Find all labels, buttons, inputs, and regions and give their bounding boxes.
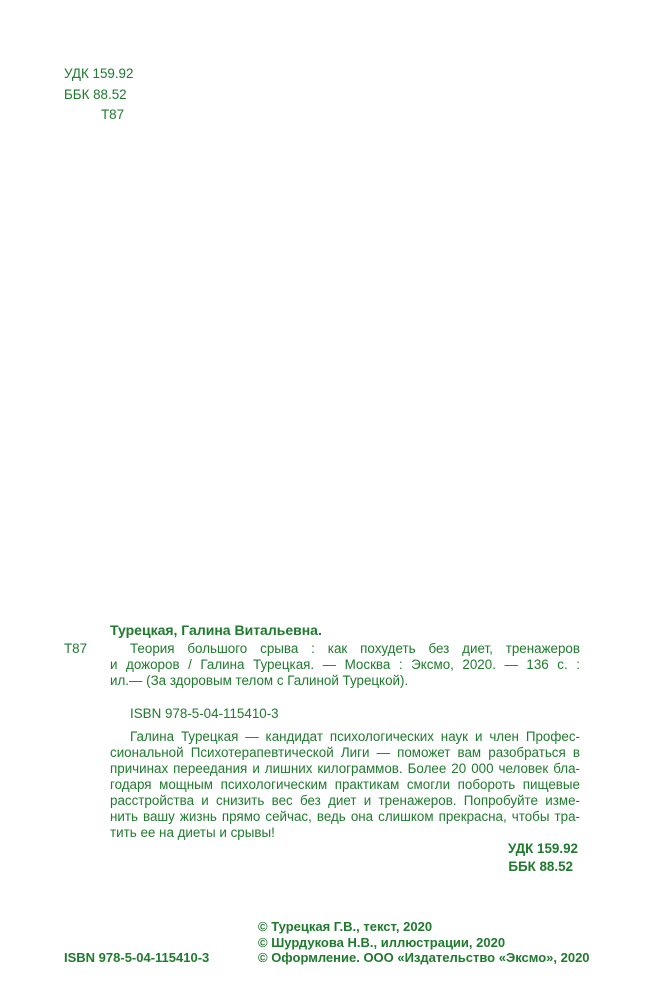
annotation-line: сиональной Психотерапевтической Лиги — поможет вам разобраться в xyxy=(110,745,580,760)
book-annotation xyxy=(110,729,580,841)
copyright-line: © Шурдукова Н.В., иллюстрации, 2020 xyxy=(258,935,506,950)
top-author-mark: Т87 xyxy=(101,107,125,122)
record-udk: УДК 159.92 xyxy=(507,841,578,856)
copyright-line: © Турецкая Г.В., текст, 2020 xyxy=(258,919,433,934)
top-udk: УДК 159.92 xyxy=(64,66,134,81)
annotation-line: Галина Турецкая — кандидат психологических наук и член Профес- xyxy=(130,729,580,744)
annotation-line: годаря мощным психологическим практикам смогли побороть пищевые xyxy=(110,777,580,792)
description-line: Теория большого срыва : как похудеть без диет, тренажеров xyxy=(130,641,580,656)
author-heading: Турецкая, Галина Витальевна. xyxy=(110,622,322,638)
copyright-line: © Оформление. ООО «Издательство «Эксмо», 2020 xyxy=(258,950,590,965)
annotation-line: расстройства и снизить вес без диет и тренажеров. Попробуйте изме- xyxy=(110,793,580,808)
book-description xyxy=(110,641,580,689)
annotation-line: причинах переедания и лишних килограммов. Более 20 000 человек бла- xyxy=(110,761,580,776)
annotation-line: нить вашу жизнь прямо сейчас, ведь она слишком прекрасна, чтобы тра- xyxy=(110,809,580,824)
annotation-line: тить ее на диеты и срывы! xyxy=(110,825,275,840)
description-line: ил.— (За здоровым телом с Галиной Турецкой). xyxy=(110,673,409,688)
bottom-isbn: ISBN 978-5-04-115410-3 xyxy=(64,950,210,965)
description-line: и дожоров / Галина Турецкая. — Москва : Эксмо, 2020. — 136 с. : xyxy=(110,657,580,672)
record-author-mark: Т87 xyxy=(64,641,88,656)
record-isbn: ISBN 978-5-04-115410-3 xyxy=(130,706,279,721)
record-bbk: ББК 88.52 xyxy=(508,859,573,874)
top-bbk: ББК 88.52 xyxy=(64,87,127,102)
